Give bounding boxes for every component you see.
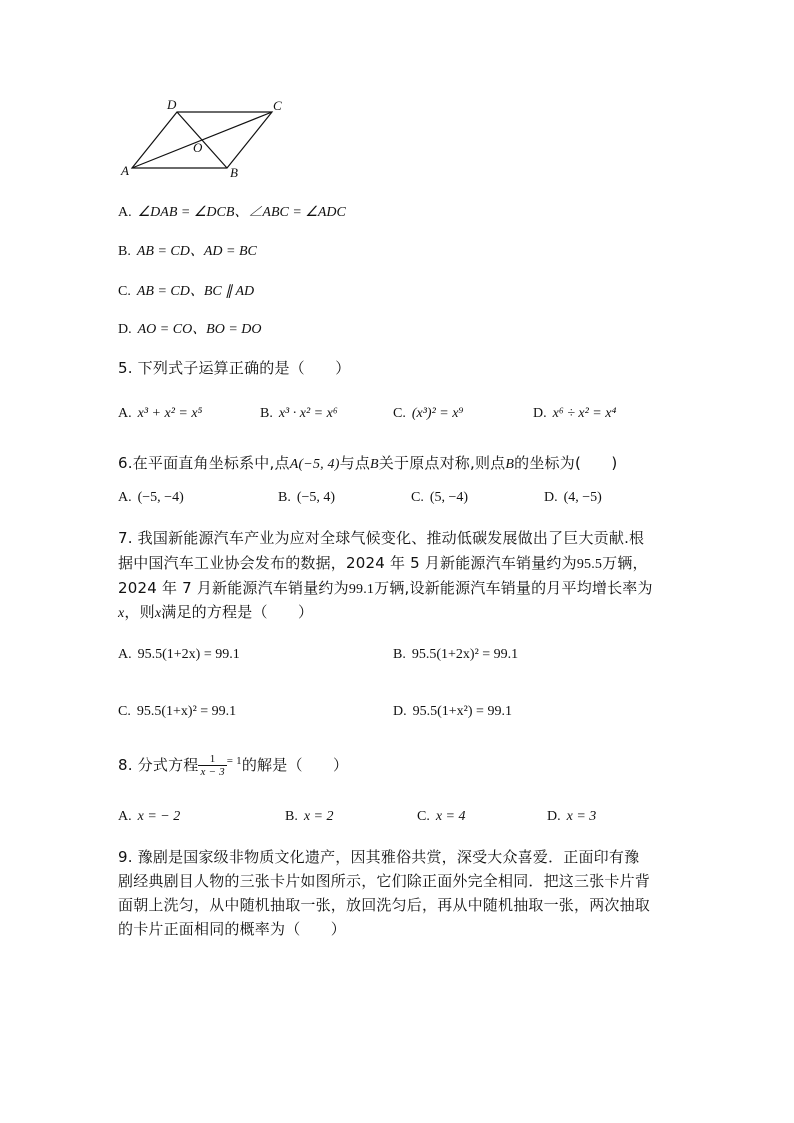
q6-option-a: A. (−5, −4) <box>118 490 184 505</box>
q8-fraction: $\frac{1}{x - 3}$ <box>200 753 225 778</box>
q7-option-d: D. 95.5(1+x²) = 99.1 <box>393 704 512 719</box>
q7-option-a: A. 95.5(1+2x) = 99.1 <box>118 647 240 662</box>
q9-stem-line-3: 面朝上洗匀，从中随机抽取一张，放回洗匀后，再从中随机抽取一张，两次抽取 <box>118 896 651 914</box>
q9-stem-line-4: 的卡片正面相同的概率为（ ） <box>118 920 347 938</box>
vertex-label-b: B <box>230 165 238 180</box>
q6-stem: 6.在平面直角坐标系中,点A(−5, 4)与点B关于原点对称,则点B的坐标为( ) <box>118 454 618 472</box>
vertex-label-o: O <box>193 140 203 155</box>
q6-option-c: C. (5, −4) <box>411 490 469 505</box>
q9-stem-line-2: 剧经典剧目人物的三张卡片如图所示，它们除正面外完全相同．把这三张卡片背 <box>118 872 651 890</box>
q8-option-b: B. x = 2 <box>285 809 334 824</box>
q9-stem-line-1: 9. 豫剧是国家级非物质文化遗产，因其雅俗共赏，深受大众喜爱．正面印有豫 <box>118 848 640 866</box>
q5-option-b: B. x³ · x² = x⁶ <box>260 406 338 421</box>
q6-option-d: D. (4, −5) <box>544 490 602 505</box>
vertex-label-a: A <box>121 163 129 178</box>
parallelogram-figure <box>115 95 295 185</box>
q8-stem: 8. 分式方程 $\frac{1}{x - 3}$ $^{= 1}$的解是（ ） <box>118 753 349 778</box>
vertex-label-d: D <box>167 97 177 112</box>
q7-stem-line-2: 据中国汽车工业协会发布的数据，2024 年 5 月新能源汽车销量约为95.5万辆， <box>118 554 648 572</box>
vertex-label-c: C <box>273 98 282 113</box>
q8-option-c: C. x = 4 <box>417 809 466 824</box>
q4-option-c: C. AB = CD、BC ∥ AD <box>118 284 255 299</box>
q6-option-b: B. (−5, 4) <box>278 490 336 505</box>
q5-option-c: C. (x³)² = x⁹ <box>393 406 464 421</box>
q7-option-b: B. 95.5(1+2x)² = 99.1 <box>393 647 519 662</box>
q4-option-b: B. AB = CD、AD = BC <box>118 244 257 259</box>
q4-option-a: A. ∠DAB = ∠DCB、∠ABC = ∠ADC <box>118 205 346 220</box>
q5-option-a: A. x³ + x² = x⁵ <box>118 406 203 421</box>
q5-stem: 5. 下列式子运算正确的是（ ） <box>118 359 351 377</box>
q8-option-a: A. x = − 2 <box>118 809 181 824</box>
q5-option-d: D. x⁶ ÷ x² = x⁴ <box>533 406 617 421</box>
q7-stem-line-4: x，则x满足的方程是（ ） <box>118 603 314 621</box>
q4-option-d: D. AO = CO、BO = DO <box>118 322 262 337</box>
q8-option-d: D. x = 3 <box>547 809 597 824</box>
q7-option-c: C. 95.5(1+x)² = 99.1 <box>118 704 237 719</box>
q7-stem-line-3: 2024 年 7 月新能源汽车销量约为99.1万辆,设新能源汽车销量的月平均增长率为 <box>118 579 653 597</box>
q7-stem-line-1: 7. 我国新能源汽车产业为应对全球气候变化、推动低碳发展做出了巨大贡献.根 <box>118 529 645 547</box>
